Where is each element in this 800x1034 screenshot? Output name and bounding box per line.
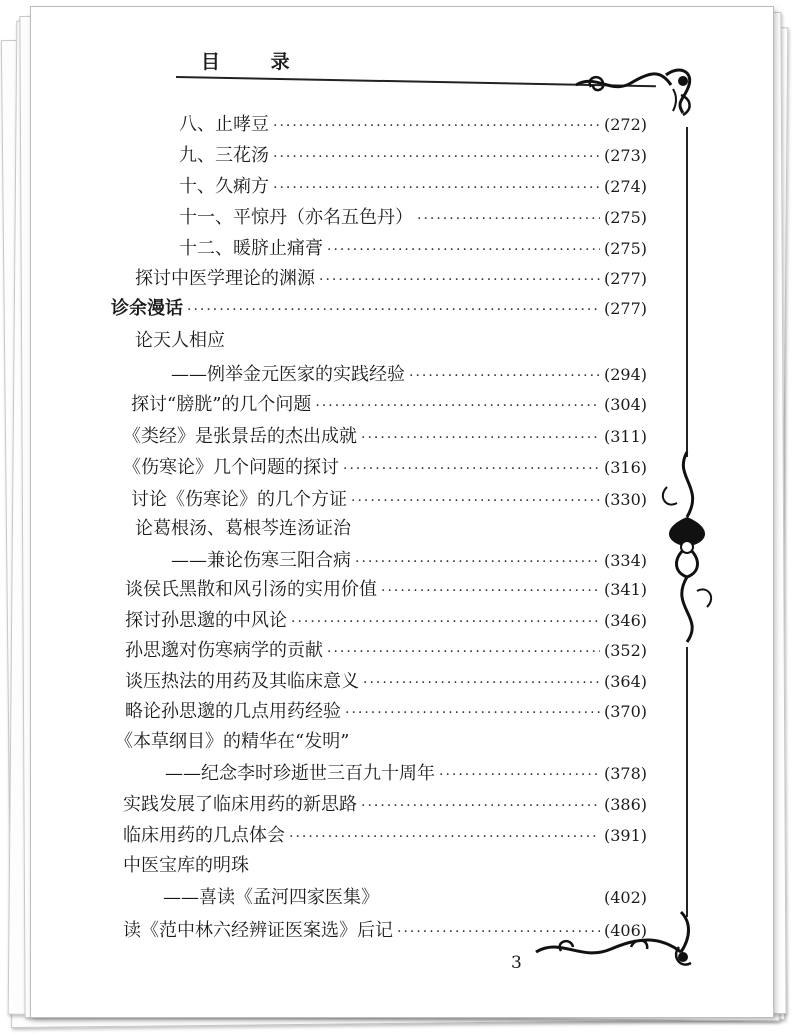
header-title: 目 录 [201, 51, 312, 73]
toc-entry[interactable] [179, 175, 647, 200]
entry-title: 九、三花汤 [179, 145, 269, 166]
leader-dots [327, 640, 600, 664]
entry-subtitle: ——纪念李时珍逝世三百九十周年 [165, 763, 435, 784]
entry-title: 谈侯氏黑散和风引汤的实用价值 [125, 579, 377, 600]
entry-page: (304) [603, 395, 647, 414]
entry-title: 《类经》是张景岳的杰出成就 [123, 426, 357, 447]
toc-entry[interactable] [125, 578, 647, 603]
toc-entry[interactable] [179, 113, 647, 138]
section-title: 诊余漫话 [111, 298, 183, 319]
leader-dots [439, 763, 600, 787]
entry-title: 实践发展了临床用药的新思路 [123, 794, 357, 815]
leader-dots [381, 579, 600, 603]
leader-dots [355, 550, 600, 574]
entry-title: 十一、平惊丹（亦名五色丹） [179, 207, 413, 228]
entry-page: (275) [603, 208, 647, 227]
toc-entry[interactable] [135, 267, 647, 292]
toc-entry[interactable] [115, 730, 647, 754]
entry-subtitle: ——兼论伤寒三阳合病 [171, 550, 351, 571]
entry-title: 读《范中林六经辨证医案选》后记 [123, 920, 393, 941]
entry-title: 中医宝库的明珠 [123, 855, 249, 876]
toc-entry[interactable] [123, 456, 647, 481]
entry-page: (274) [603, 177, 647, 196]
entry-page: (406) [603, 921, 647, 940]
leader-dots [327, 238, 600, 262]
entry-page: (311) [603, 427, 647, 446]
toc-entry[interactable] [125, 670, 647, 695]
leader-dots [363, 671, 600, 695]
entry-title: 十二、暖脐止痛膏 [179, 238, 323, 259]
toc-subtitle-entry[interactable] [171, 549, 647, 574]
toc-entry[interactable] [123, 793, 647, 818]
leader-dots [409, 364, 600, 388]
entry-page: (352) [603, 641, 647, 660]
toc-subtitle-entry[interactable] [171, 363, 647, 388]
leader-dots [315, 394, 600, 418]
leader-dots [351, 489, 600, 513]
entry-title: 讨论《伤寒论》的几个方证 [131, 489, 347, 510]
toc-entry[interactable] [131, 393, 647, 418]
entry-title: 探讨孙思邈的中风论 [125, 610, 287, 631]
toc-entry[interactable] [123, 425, 647, 450]
leader-dots [289, 825, 600, 849]
toc-entry[interactable] [123, 854, 647, 878]
entry-title: 谈压热法的用药及其临床意义 [125, 671, 359, 692]
entry-title: 孙思邈对伤寒病学的贡献 [125, 640, 323, 661]
entry-page: (277) [603, 299, 647, 318]
leader-dots [291, 610, 600, 634]
entry-page: (277) [603, 269, 647, 288]
toc-section-entry[interactable] [111, 297, 647, 322]
toc-entry[interactable] [135, 329, 647, 353]
entry-page: (364) [603, 672, 647, 691]
entry-page: (334) [603, 551, 647, 570]
entry-subtitle: ——例举金元医家的实践经验 [171, 364, 405, 385]
entry-page: (272) [603, 115, 647, 134]
leader-dots [417, 207, 600, 231]
entry-page: (341) [603, 580, 647, 599]
entry-page: (370) [603, 702, 647, 721]
entry-title: 八、止哮豆 [179, 114, 269, 135]
entry-page: (316) [603, 458, 647, 477]
entry-page: (273) [603, 146, 647, 165]
toc-entry[interactable] [123, 824, 647, 849]
entry-subtitle: ——喜读《孟河四家医集》 [163, 887, 379, 908]
leader-dots [319, 268, 600, 292]
toc-entry[interactable] [179, 237, 647, 262]
entry-page: (294) [603, 365, 647, 384]
leader-dots [397, 920, 600, 944]
entry-title: 略论孙思邈的几点用药经验 [125, 701, 341, 722]
entry-title: 探讨中医学理论的渊源 [135, 268, 315, 289]
leader-dots [187, 298, 600, 322]
leader-dots [361, 794, 600, 818]
entry-page: (275) [603, 239, 647, 258]
toc-entry[interactable] [125, 700, 647, 725]
toc-entry[interactable] [123, 919, 647, 944]
toc-entry[interactable] [179, 144, 647, 169]
leader-dots [345, 701, 600, 725]
entry-title: 十、久痢方 [179, 176, 269, 197]
toc-entry[interactable] [125, 609, 647, 634]
entry-page: (346) [603, 611, 647, 630]
entry-page: (402) [603, 888, 647, 907]
toc-entry[interactable] [131, 488, 647, 513]
toc-entry[interactable] [125, 639, 647, 664]
entry-title: 论葛根汤、葛根芩连汤证治 [135, 518, 351, 539]
leader-dots [273, 114, 600, 138]
entry-page: (386) [603, 795, 647, 814]
entry-title: 论天人相应 [135, 330, 225, 351]
table-of-contents [31, 7, 773, 1017]
entry-page: (391) [603, 826, 647, 845]
entry-title: 《本草纲目》的精华在“发明” [115, 731, 350, 752]
toc-entry[interactable] [179, 206, 647, 231]
book-page [30, 6, 774, 1018]
entry-title: 临床用药的几点体会 [123, 825, 285, 846]
leader-dots [343, 457, 600, 481]
entry-title: 探讨“膀胱”的几个问题 [131, 394, 312, 415]
toc-subtitle-entry[interactable] [165, 762, 647, 787]
entry-page: (378) [603, 764, 647, 783]
page-number: 3 [511, 953, 522, 973]
leader-dots [361, 426, 600, 450]
toc-entry[interactable] [135, 517, 647, 541]
toc-subtitle-entry[interactable] [163, 886, 647, 911]
leader-dots [273, 145, 600, 169]
entry-page: (330) [603, 490, 647, 509]
entry-title: 《伤寒论》几个问题的探讨 [123, 457, 339, 478]
leader-dots [273, 176, 600, 200]
